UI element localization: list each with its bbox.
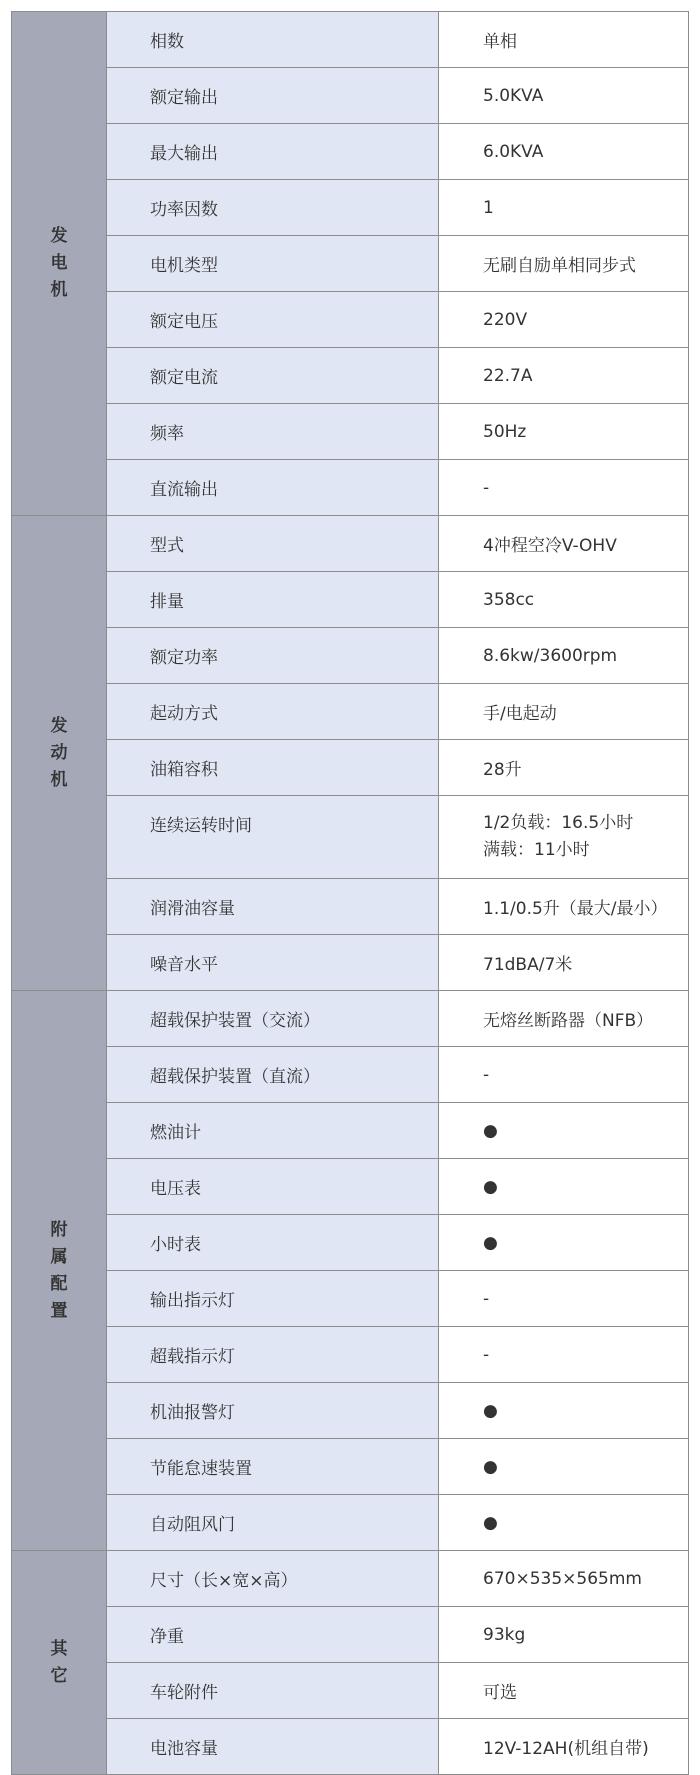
group-label-other: 其它 <box>12 1551 107 1775</box>
row-value: 220V <box>439 292 689 348</box>
table-row <box>12 628 689 684</box>
row-value: 5.0KVA <box>439 68 689 124</box>
row-value-line: 1/2负载：16.5小时 <box>483 813 634 833</box>
row-value: 1.1/0.5升（最大/最小） <box>439 879 689 935</box>
row-key: 连续运转时间 <box>107 796 439 879</box>
table-row <box>12 1383 689 1439</box>
table-row <box>12 1607 689 1663</box>
table-row <box>12 991 689 1047</box>
table-row <box>12 236 689 292</box>
row-key: 润滑油容量 <box>107 879 439 935</box>
table-row <box>12 516 689 572</box>
row-key: 油箱容积 <box>107 740 439 796</box>
table-row <box>12 1215 689 1271</box>
table-row <box>12 1663 689 1719</box>
row-value: ● <box>439 1215 689 1271</box>
row-key: 相数 <box>107 12 439 68</box>
row-value: 12V-12AH(机组自带) <box>439 1719 689 1775</box>
table-row <box>12 1047 689 1103</box>
row-value: 50Hz <box>439 404 689 460</box>
table-row <box>12 1103 689 1159</box>
row-key: 额定电压 <box>107 292 439 348</box>
row-key: 排量 <box>107 572 439 628</box>
row-value: 71dBA/7米 <box>439 935 689 991</box>
row-key: 噪音水平 <box>107 935 439 991</box>
row-value: 无刷自励单相同步式 <box>439 236 689 292</box>
row-value: ● <box>439 1103 689 1159</box>
group-label-engine: 发动机 <box>12 516 107 991</box>
row-key: 净重 <box>107 1607 439 1663</box>
row-key: 自动阻风门 <box>107 1495 439 1551</box>
table-row <box>12 180 689 236</box>
table-row <box>12 1719 689 1775</box>
group-label-accessories: 附属配置 <box>12 991 107 1551</box>
row-key: 电池容量 <box>107 1719 439 1775</box>
row-value: - <box>439 460 689 516</box>
table-row <box>12 460 689 516</box>
row-key: 机油报警灯 <box>107 1383 439 1439</box>
row-key: 型式 <box>107 516 439 572</box>
spec-table <box>11 11 689 1775</box>
table-row <box>12 404 689 460</box>
row-value: ● <box>439 1383 689 1439</box>
table-row <box>12 292 689 348</box>
row-value: 22.7A <box>439 348 689 404</box>
row-key: 燃油计 <box>107 1103 439 1159</box>
row-value: 8.6kw/3600rpm <box>439 628 689 684</box>
row-value: - <box>439 1327 689 1383</box>
row-key: 额定电流 <box>107 348 439 404</box>
row-key: 小时表 <box>107 1215 439 1271</box>
spec-table-body <box>12 12 689 1775</box>
table-row <box>12 124 689 180</box>
row-value: 358cc <box>439 572 689 628</box>
row-value: 单相 <box>439 12 689 68</box>
table-row <box>12 1439 689 1495</box>
row-value: ● <box>439 1439 689 1495</box>
table-row <box>12 1271 689 1327</box>
table-row <box>12 348 689 404</box>
row-key: 功率因数 <box>107 180 439 236</box>
row-value-line: 满载：11小时 <box>483 840 590 860</box>
row-key: 最大输出 <box>107 124 439 180</box>
row-key: 额定功率 <box>107 628 439 684</box>
table-row <box>12 1159 689 1215</box>
row-value: 手/电起动 <box>439 684 689 740</box>
row-key: 节能怠速装置 <box>107 1439 439 1495</box>
table-row <box>12 935 689 991</box>
row-value: - <box>439 1047 689 1103</box>
row-value: 93kg <box>439 1607 689 1663</box>
row-value: - <box>439 1271 689 1327</box>
row-value: 6.0KVA <box>439 124 689 180</box>
row-value: ● <box>439 1159 689 1215</box>
row-value: 28升 <box>439 740 689 796</box>
row-key: 超载指示灯 <box>107 1327 439 1383</box>
group-label-generator: 发电机 <box>12 12 107 516</box>
table-row <box>12 1327 689 1383</box>
row-key: 直流输出 <box>107 460 439 516</box>
row-value <box>439 796 689 879</box>
table-row <box>12 12 689 68</box>
row-key: 超载保护装置（直流） <box>107 1047 439 1103</box>
row-key: 输出指示灯 <box>107 1271 439 1327</box>
row-value: 4冲程空冷V-OHV <box>439 516 689 572</box>
row-key: 额定输出 <box>107 68 439 124</box>
row-key: 尺寸（长×宽×高） <box>107 1551 439 1607</box>
row-key: 电机类型 <box>107 236 439 292</box>
row-key: 电压表 <box>107 1159 439 1215</box>
row-value: 无熔丝断路器（NFB） <box>439 991 689 1047</box>
row-value: 可选 <box>439 1663 689 1719</box>
row-key: 起动方式 <box>107 684 439 740</box>
row-key: 超载保护装置（交流） <box>107 991 439 1047</box>
row-key: 频率 <box>107 404 439 460</box>
table-row <box>12 879 689 935</box>
table-row <box>12 572 689 628</box>
table-row <box>12 1551 689 1607</box>
table-row <box>12 740 689 796</box>
row-value: 670×535×565mm <box>439 1551 689 1607</box>
table-row <box>12 684 689 740</box>
row-key: 车轮附件 <box>107 1663 439 1719</box>
row-value: 1 <box>439 180 689 236</box>
table-row <box>12 796 689 879</box>
table-row <box>12 68 689 124</box>
row-value: ● <box>439 1495 689 1551</box>
table-row <box>12 1495 689 1551</box>
